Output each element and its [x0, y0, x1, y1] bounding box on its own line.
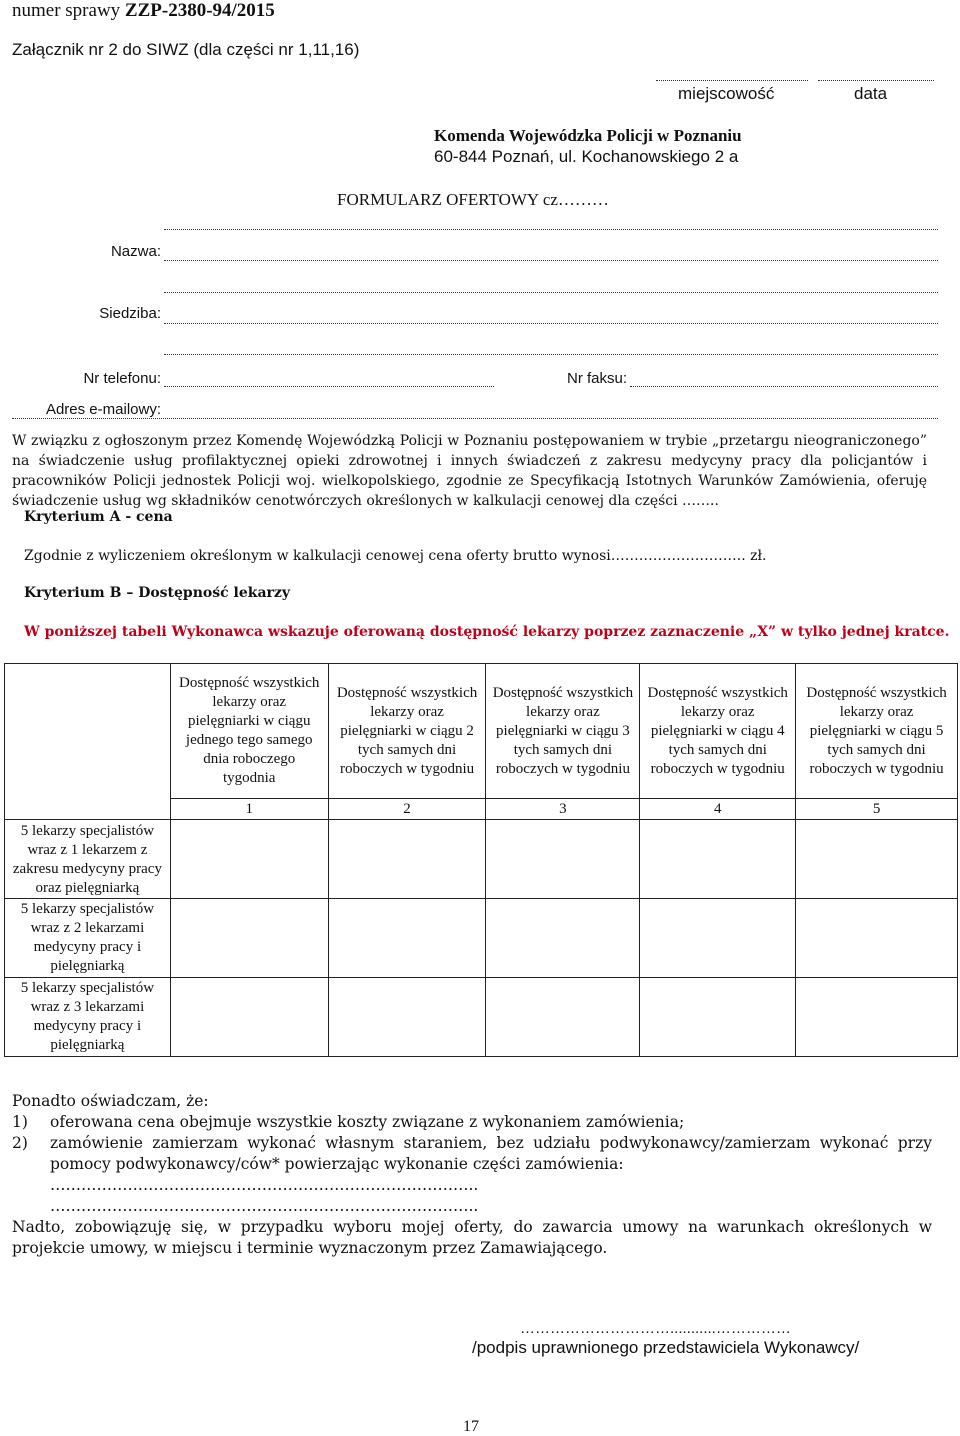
row-label: 5 lekarzy specjalistów wraz z 1 lekarzem z zakresu medycyny pracy oraz pielęgniarką [12, 823, 162, 896]
checkbox-cell-row1-col3[interactable] [486, 820, 640, 899]
instruction-note: W poniższej tabeli Wykonawca wskazuje oferowaną dostępność lekarzy poprzez zaznaczenie „X” w tylko jednej kratce. [24, 624, 950, 640]
checkbox-cell-row1-col4[interactable] [640, 820, 796, 899]
subcontract-scope-field-2[interactable]: ……………………………………………………………………….. [50, 1197, 479, 1215]
checkbox-cell-row3-col4[interactable] [640, 978, 796, 1057]
checkbox-cell-row2-col4[interactable] [640, 899, 796, 978]
declaration-item-number: 2) [12, 1134, 28, 1152]
row-label-cell [5, 978, 171, 1057]
availability-table [4, 663, 958, 1057]
checkbox-cell-row2-col3[interactable] [486, 899, 640, 978]
intro-paragraph: W związku z ogłoszonym przez Komendę Wojewódzką Policji w Poznaniu postępowaniem w trybie „przetargu nieograniczonego” na świadczenie usług profilaktycznej opieki zdrowotnej i innych świadczeń z zakresu medycyny pracy dla policjantów i pracowników Policji jednostek Policji woj. wielkopolskiego, zgodnie ze Specyfikacją Istotnych Warunków Zamówienia, oferuję świadczenie usług wg składników cenotwórczych określonych w kalkulacji cenowej dla części …….. [12, 433, 927, 509]
table-corner-cell [5, 664, 171, 820]
table-header-cell [796, 664, 958, 799]
column-number: 5 [796, 799, 958, 820]
page-number: 17 [463, 1418, 479, 1435]
checkbox-cell-row3-col1[interactable] [170, 978, 328, 1057]
column-number: 1 [170, 799, 328, 820]
addressee-address: 60-844 Poznań, ul. Kochanowskiego 2 a [434, 147, 739, 166]
case-number: ZZP-2380-94/2015 [124, 0, 275, 21]
table-header-text: Dostępność wszystkich lekarzy oraz pielęgniarki w ciągu 3 tych samych dni roboczych w tygodniu [492, 684, 634, 777]
name-label: Nazwa: [110, 243, 161, 260]
date-label: data [854, 84, 888, 103]
declaration-item-1 [12, 1112, 932, 1133]
checkbox-cell-row2-col5[interactable] [796, 899, 958, 978]
table-header-text: Dostępność wszystkich lekarzy oraz pielęgniarki w ciągu 4 tych samych dni roboczych w tygodniu [647, 684, 788, 777]
commitment-paragraph: Nadto, zobowiązuję się, w przypadku wyboru mojej oferty, do zawarcia umowy na warunkach określonych w projekcie umowy, w miejscu i terminie wyznaczonym przez Zamawiającego. [12, 1218, 932, 1257]
phone-field-line-top[interactable] [164, 354, 938, 355]
fax-field[interactable] [630, 386, 938, 387]
checkbox-cell-row1-col2[interactable] [328, 820, 486, 899]
subcontract-scope-field-1[interactable]: ……………………………………………………………………….. [50, 1176, 479, 1194]
row-label: 5 lekarzy specjalistów wraz z 3 lekarzami medycyny pracy i pielęgniarką [20, 980, 155, 1053]
phone-field[interactable] [164, 386, 494, 387]
annex-label: Załącznik nr 2 do SIWZ (dla części nr 1,11,16) [12, 40, 360, 59]
case-number-prefix: numer sprawy [12, 0, 125, 21]
declarations [12, 1091, 932, 1259]
signature-caption: /podpis uprawnionego przedstawiciela Wykonawcy/ [472, 1338, 860, 1357]
column-number: 2 [328, 799, 486, 820]
table-header-text: Dostępność wszystkich lekarzy oraz pielęgniarki w ciągu jednego tego samego dnia roboczego tygodnia [179, 675, 320, 786]
table-header-cell [640, 664, 796, 799]
table-header-text: Dostępność wszystkich lekarzy oraz pielęgniarki w ciągu 5 tych samych dni roboczych w tygodniu [806, 684, 947, 777]
case-number-line [12, 0, 275, 22]
seat-field-line-1[interactable] [164, 292, 938, 293]
checkbox-cell-row3-col2[interactable] [328, 978, 486, 1057]
email-field[interactable] [12, 418, 938, 419]
declarations-intro: Ponadto oświadczam, że: [12, 1092, 209, 1110]
seat-field-line-2[interactable] [164, 323, 938, 324]
checkbox-cell-row3-col5[interactable] [796, 978, 958, 1057]
declaration-item-text: oferowana cena obejmuje wszystkie koszty związane z wykonaniem zamówienia; [50, 1113, 685, 1131]
checkbox-cell-row2-col1[interactable] [170, 899, 328, 978]
fax-label: Nr faksu: [566, 370, 627, 387]
phone-label: Nr telefonu: [83, 370, 161, 387]
row-label-cell [5, 820, 171, 899]
place-label: miejscowość [678, 84, 775, 103]
column-number: 4 [640, 799, 796, 820]
signature-field[interactable]: …………………………...........…………… [520, 1320, 791, 1337]
checkbox-cell-row3-col3[interactable] [486, 978, 640, 1057]
checkbox-cell-row2-col2[interactable] [328, 899, 486, 978]
row-label: 5 lekarzy specjalistów wraz z 2 lekarzami medycyny pracy i pielęgniarką [20, 901, 155, 974]
declaration-item-number: 1) [12, 1113, 28, 1131]
declaration-item-text: zamówienie zamierzam wykonać własnym staraniem, bez udziału podwykonawcy/zamierzam wykonać przy pomocy podwykonawcy/ców* powierzając wykonanie części zamówienia: [50, 1134, 932, 1173]
criterion-b-heading: Kryterium B – Dostępność lekarzy [24, 585, 290, 601]
row-label-cell [5, 899, 171, 978]
table-header-cell [486, 664, 640, 799]
email-label: Adres e-mailowy: [45, 401, 161, 418]
place-field[interactable] [656, 80, 808, 81]
declaration-item-2 [12, 1133, 932, 1175]
price-sentence: Zgodnie z wyliczeniem określonym w kalkulacji cenowej cena oferty brutto wynosi……………………….. zł. [24, 548, 767, 564]
form-title: FORMULARZ OFERTOWY cz……… [337, 190, 609, 209]
table-header-cell [170, 664, 328, 799]
checkbox-cell-row1-col5[interactable] [796, 820, 958, 899]
name-field-line-1[interactable] [164, 229, 938, 230]
checkbox-cell-row1-col1[interactable] [170, 820, 328, 899]
addressee-name: Komenda Wojewódzka Policji w Poznaniu [434, 126, 742, 145]
criterion-a-heading: Kryterium A - cena [24, 509, 173, 525]
column-number: 3 [486, 799, 640, 820]
name-field-line-2[interactable] [164, 260, 938, 261]
date-field[interactable] [818, 80, 934, 81]
seat-label: Siedziba: [99, 305, 161, 322]
table-header-cell [328, 664, 486, 799]
table-header-text: Dostępność wszystkich lekarzy oraz pielęgniarki w ciągu 2 tych samych dni roboczych w tygodniu [336, 684, 478, 777]
